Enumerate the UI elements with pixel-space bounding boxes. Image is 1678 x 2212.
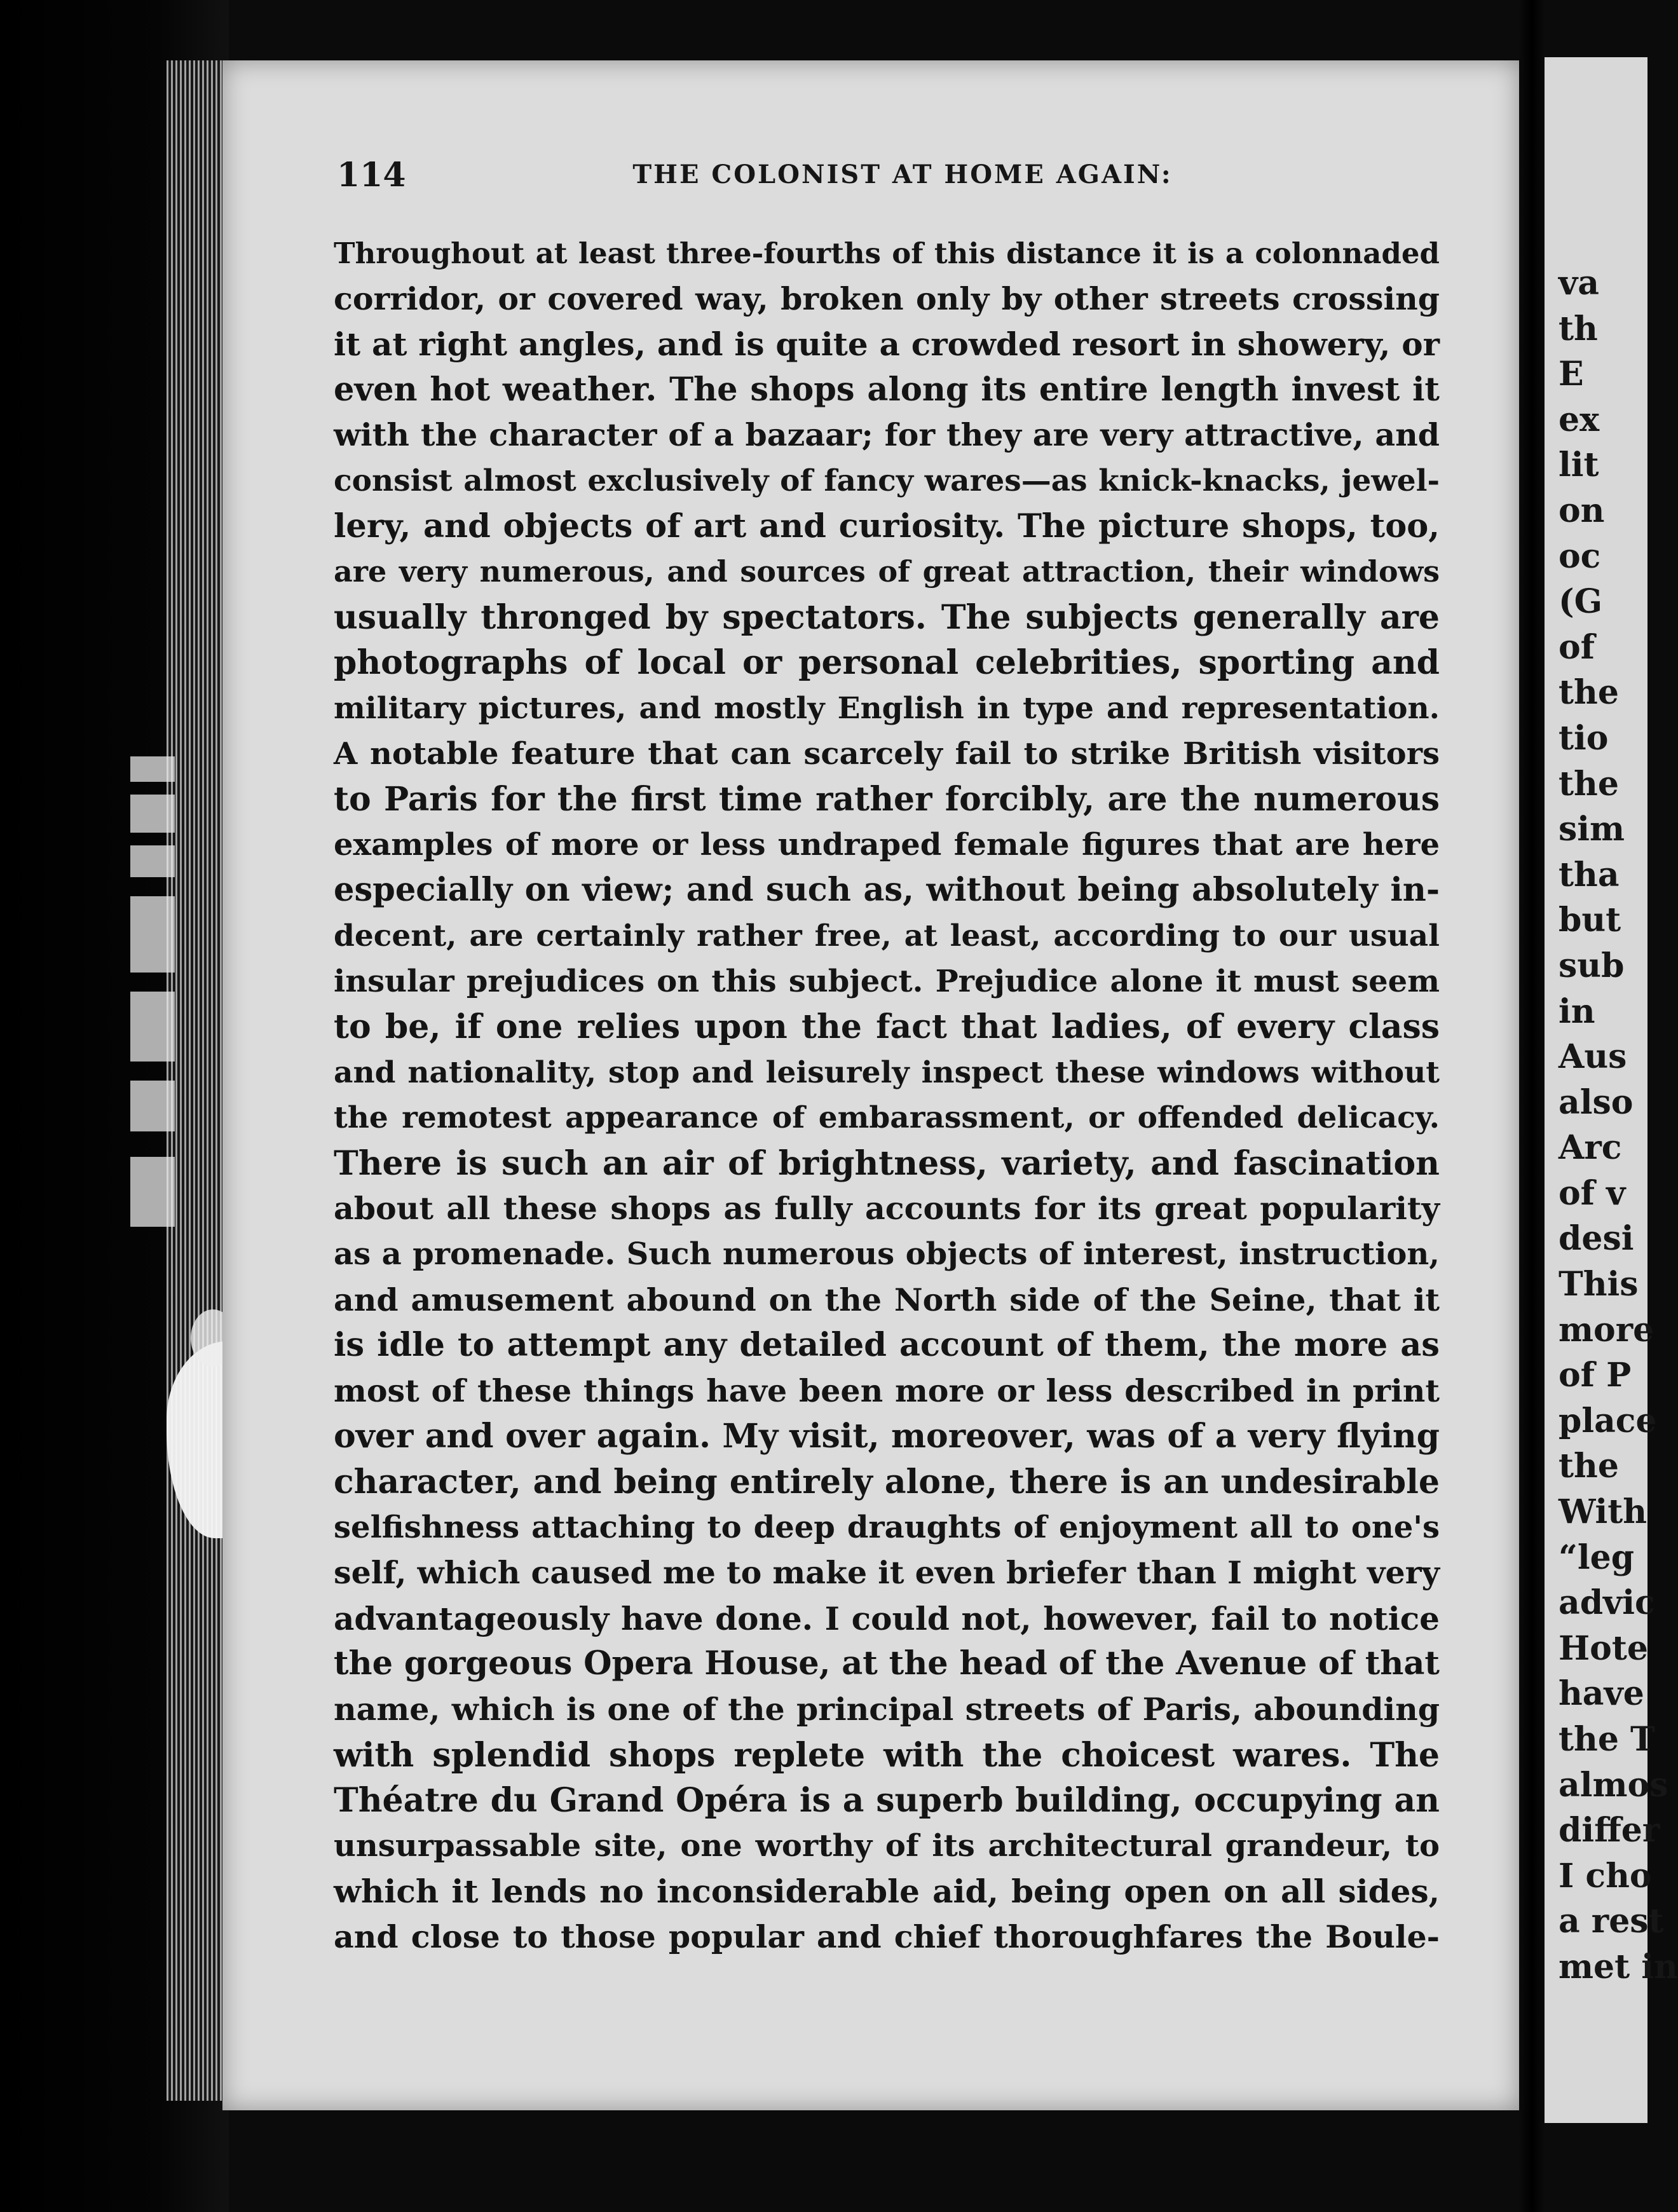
text-line: insular prejudices on this subject. Prejudice alone it must seem [334, 963, 1440, 999]
next-page-text [1559, 261, 1678, 1990]
next-page-line-fragment: but [1559, 901, 1621, 940]
bleed-mark [130, 795, 175, 833]
text-line: self, which caused me to make it even briefer than I might very [334, 1554, 1440, 1592]
next-page-line-fragment: on [1559, 491, 1605, 530]
running-head: THE COLONIST AT HOME AGAIN: [632, 160, 1173, 189]
next-page-line-fragment: Hote [1559, 1628, 1648, 1668]
next-page-line-fragment: oc [1559, 536, 1601, 576]
next-page-line-fragment: of [1559, 627, 1595, 667]
next-page-line-fragment: This [1559, 1265, 1639, 1304]
text-line: photographs of local or personal celebrities, sporting and [334, 643, 1440, 683]
next-page-line-fragment: “leg [1559, 1538, 1635, 1577]
next-page-line-fragment: With [1559, 1492, 1647, 1532]
page-header [337, 156, 1417, 194]
text-line: with the character of a bazaar; for they are very attractive, and [334, 416, 1440, 454]
bleed-mark [130, 1081, 175, 1131]
page-stack-edge [167, 60, 222, 2101]
next-page-line-fragment: va [1559, 264, 1599, 303]
text-line: and nationality, stop and leisurely inspect these windows without [334, 1055, 1440, 1090]
bleed-mark [130, 1157, 175, 1227]
text-line: name, which is one of the principal streets of Paris, abounding [334, 1691, 1440, 1728]
text-line: military pictures, and mostly English in type and representation. [334, 690, 1440, 726]
next-page-line-fragment: more [1559, 1310, 1654, 1349]
next-page-line-fragment: also [1559, 1082, 1634, 1122]
text-line: about all these shops as fully accounts for its great popularity [334, 1190, 1440, 1227]
text-line: Throughout at least three-fourths of this distance it is a colonnaded [334, 236, 1440, 270]
text-line: to be, if one relies upon the fact that ladies, of every class [334, 1007, 1440, 1047]
next-page-line-fragment: th [1559, 309, 1598, 348]
text-line: There is such an air of brightness, variety, and fascination [334, 1144, 1440, 1183]
text-line: over and over again. My visit, moreover, was of a very flying [334, 1417, 1440, 1456]
next-page-line-fragment: of P [1559, 1356, 1632, 1395]
page-gutter [1519, 0, 1545, 2212]
text-line: it at right angles, and is quite a crowded resort in showery, or [334, 325, 1440, 364]
next-page-line-fragment: met in [1559, 1947, 1678, 1986]
text-line: lery, and objects of art and curiosity. The picture shops, too, [334, 507, 1440, 545]
text-line: and close to those popular and chief thoroughfares the Boule- [334, 1918, 1440, 1955]
text-line: character, and being entirely alone, there is an undesirable [334, 1463, 1440, 1502]
text-line: A notable feature that can scarcely fail to strike British visitors [334, 735, 1440, 772]
text-line: is idle to attempt any detailed account of them, the more as [334, 1326, 1440, 1365]
next-page-line-fragment: ex [1559, 400, 1600, 439]
text-line: advantageously have done. I could not, however, fail to notice [334, 1599, 1440, 1637]
next-page-line-fragment: a rest [1559, 1902, 1664, 1941]
bleed-mark [130, 896, 175, 973]
next-page-line-fragment: tio [1559, 718, 1609, 758]
text-line: consist almost exclusively of fancy wares—as knick-knacks, jewel- [334, 463, 1440, 498]
next-page-line-fragment: desi [1559, 1219, 1634, 1259]
book-page [222, 60, 1519, 2110]
text-line: especially on view; and such as, without being absolutely in- [334, 871, 1440, 910]
next-page-line-fragment: (G [1559, 582, 1603, 622]
next-page-line-fragment: in [1559, 992, 1595, 1031]
text-line: to Paris for the first time rather forcibly, are the numerous [334, 780, 1440, 819]
next-page-line-fragment: place [1559, 1401, 1657, 1440]
text-line: and amusement abound on the North side of the Seine, that it [334, 1281, 1440, 1318]
bleed-mark [130, 845, 175, 877]
text-line: examples of more or less undraped female figures that are here [334, 826, 1440, 863]
text-line: usually thronged by spectators. The subjects generally are [334, 597, 1440, 637]
bleed-mark [130, 992, 175, 1062]
text-line: are very numerous, and sources of great attraction, their windows [334, 554, 1440, 589]
next-page-line-fragment: Arc [1559, 1128, 1622, 1168]
next-page-line-fragment: the [1559, 764, 1619, 803]
text-line: with splendid shops replete with the choicest wares. The [334, 1735, 1440, 1775]
next-page-line-fragment: tha [1559, 855, 1620, 894]
next-page-line-fragment: of v [1559, 1173, 1626, 1213]
next-page-line-fragment: the [1559, 673, 1619, 713]
next-page-line-fragment: the T [1559, 1720, 1655, 1759]
next-page-line-fragment: almos [1559, 1765, 1668, 1805]
next-page-line-fragment: differ [1559, 1811, 1660, 1850]
next-page-strip [1545, 57, 1678, 2123]
text-line: selfishness attaching to deep draughts of enjoyment all to one's [334, 1509, 1440, 1545]
bleed-mark [130, 756, 175, 782]
next-page-line-fragment: the [1559, 1447, 1619, 1486]
page-number: 114 [337, 156, 406, 195]
text-line: Théatre du Grand Opéra is a superb building, occupying an [334, 1781, 1440, 1820]
text-line: most of these things have been more or less described in print [334, 1372, 1440, 1409]
text-line: unsurpassable site, one worthy of its architectural grandeur, to [334, 1827, 1440, 1864]
next-page-line-fragment: advic [1559, 1583, 1655, 1623]
text-line: which it lends no inconsiderable aid, being open on all sides, [334, 1873, 1440, 1911]
next-page-line-fragment: Aus [1559, 1037, 1627, 1077]
next-page-line-fragment: E [1559, 355, 1584, 394]
text-line: corridor, or covered way, broken only by other streets crossing [334, 280, 1440, 317]
text-line: the remotest appearance of embarassment, or offended delicacy. [334, 1100, 1440, 1136]
next-page-line-fragment: have [1559, 1674, 1644, 1714]
next-page-line-fragment: sim [1559, 810, 1625, 849]
page-body-text [334, 231, 1440, 1960]
next-page-line-fragment: I cho [1559, 1856, 1652, 1895]
text-line: decent, are certainly rather free, at least, according to our usual [334, 918, 1440, 953]
text-line: even hot weather. The shops along its entire length invest it [334, 370, 1440, 409]
text-line: the gorgeous Opera House, at the head of the Avenue of that [334, 1644, 1440, 1683]
next-page-line-fragment: lit [1559, 446, 1599, 485]
text-line: as a promenade. Such numerous objects of interest, instruction, [334, 1236, 1440, 1273]
next-page-line-fragment: sub [1559, 946, 1625, 985]
